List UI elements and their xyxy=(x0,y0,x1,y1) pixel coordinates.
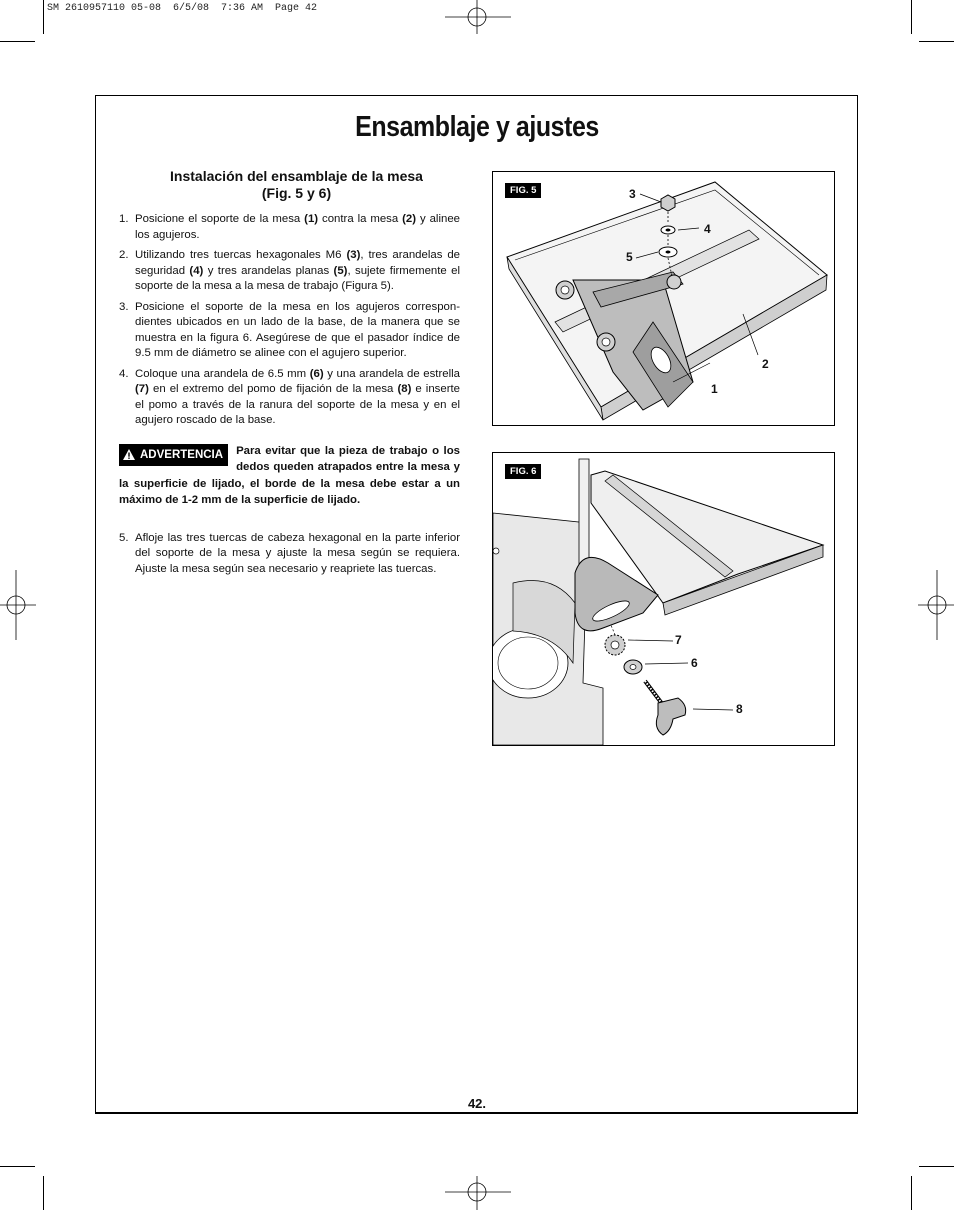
figure-5 xyxy=(492,171,835,426)
crop-mark xyxy=(919,1166,954,1167)
callout-8: 8 xyxy=(736,702,743,716)
warning-triangle-icon xyxy=(123,449,135,460)
step-4 xyxy=(119,367,460,429)
page-title: Ensamblaje y ajustes xyxy=(355,111,599,143)
callout-7: 7 xyxy=(675,633,682,647)
step-text-segment: , sujete firmemente el soporte de la mesa a la mesa de trabajo (Figura 5). xyxy=(135,264,460,292)
part-reference: (7) xyxy=(135,383,149,395)
part-reference: (3) xyxy=(346,249,361,261)
instructions-column xyxy=(119,168,460,582)
registration-mark-icon xyxy=(445,1176,511,1210)
knob-installation-illustration xyxy=(493,453,834,745)
part-reference: (2) xyxy=(402,213,417,225)
section-title-line1: Instalación del ensamblaje de la mesa xyxy=(170,168,423,184)
steps-list xyxy=(119,212,460,429)
step-text xyxy=(135,300,460,362)
section-title xyxy=(119,168,460,202)
figure-6 xyxy=(492,452,835,746)
crop-mark xyxy=(911,1176,912,1210)
step-number: 5. xyxy=(119,531,129,544)
step-text: Afloje las tres tuercas de cabeza hexagonal en la parte inferior del soporte de la mesa y ajuste la mesa según se requiera. Ajuste la mesa según sea necesario y reapriete las tuercas. xyxy=(135,531,460,575)
figure-5-tag: FIG. 5 xyxy=(505,183,541,198)
step-text-segment: e inserte el pomo a través de la ranura del soporte de la mesa y en el agujero roscado de la base. xyxy=(135,383,460,426)
section-title-line2: (Fig. 5 y 6) xyxy=(261,185,332,201)
warning-label: ADVERTENCIA xyxy=(140,448,224,461)
part-reference: (5) xyxy=(333,264,348,277)
step-text-segment: Posicione el soporte de la mesa en los agujeros correspon-dientes ubicados en un lado de la base, de la manera que se muestra en la figura 6. Asegúrese de que el pasador índice de 9.5 mm de diámetro se alinee con el agujero superior. xyxy=(135,300,460,359)
table-assembly-illustration xyxy=(493,172,834,425)
callout-3: 3 xyxy=(629,187,636,201)
crop-mark xyxy=(911,0,912,34)
part-reference: (6) xyxy=(309,367,324,380)
warning-badge xyxy=(119,444,228,466)
step-text-segment: , tres arandelas de seguridad xyxy=(135,249,460,277)
callout-4: 4 xyxy=(704,222,711,236)
step-2 xyxy=(119,248,460,295)
callout-5: 5 xyxy=(626,250,633,264)
crop-mark xyxy=(919,41,954,42)
registration-mark-icon xyxy=(918,570,954,640)
step-text-segment: en el extremo del pomo de fijación de la mesa xyxy=(148,383,398,395)
part-reference: (8) xyxy=(397,383,412,395)
crop-mark xyxy=(43,1176,44,1210)
step-text-segment: Posicione el soporte de la mesa xyxy=(135,213,305,225)
step-text xyxy=(135,212,460,243)
step-3 xyxy=(119,300,460,362)
step-number: 4. xyxy=(119,367,129,380)
page-number: 42. xyxy=(467,1096,487,1111)
step-text-segment: Utilizando tres tuercas hexagonales M6 xyxy=(135,249,347,261)
step-number: 3. xyxy=(119,300,129,313)
callout-6: 6 xyxy=(691,656,698,670)
callout-2: 2 xyxy=(762,357,769,371)
step-number: 2. xyxy=(119,249,129,261)
step-text-segment: y tres arandelas planas xyxy=(203,264,334,277)
crop-mark xyxy=(43,0,44,34)
figure-6-tag: FIG. 6 xyxy=(505,464,541,479)
step-text xyxy=(135,367,460,429)
step-text-segment: y una arandela de estrella xyxy=(323,367,460,380)
registration-mark-icon xyxy=(445,0,511,36)
registration-mark-icon xyxy=(0,570,36,640)
part-reference: (4) xyxy=(189,264,204,277)
crop-mark xyxy=(0,41,35,42)
step-text-segment: Coloque una arandela de 6.5 mm xyxy=(135,367,310,380)
warning-text: Para evitar que la pieza de trabajo o los dedos queden atrapados entre la mesa y la superficie de lijado, el borde de la mesa debe estar a un máximo de 1-2 mm de la superficie de lijado. xyxy=(119,444,460,506)
step-5 xyxy=(119,531,460,578)
print-slug: SM 2610957110 05-08 6/5/08 7:36 AM Page 42 xyxy=(47,3,318,14)
step-text xyxy=(135,248,460,295)
part-reference: (1) xyxy=(304,213,319,225)
step-text-segment: contra la mesa xyxy=(318,213,403,225)
step-text-segment: y alinee los agujeros. xyxy=(135,213,460,241)
crop-mark xyxy=(0,1166,35,1167)
step-1 xyxy=(119,212,460,243)
callout-1: 1 xyxy=(711,382,718,396)
step-number: 1. xyxy=(119,213,129,225)
warning-block xyxy=(119,443,460,509)
